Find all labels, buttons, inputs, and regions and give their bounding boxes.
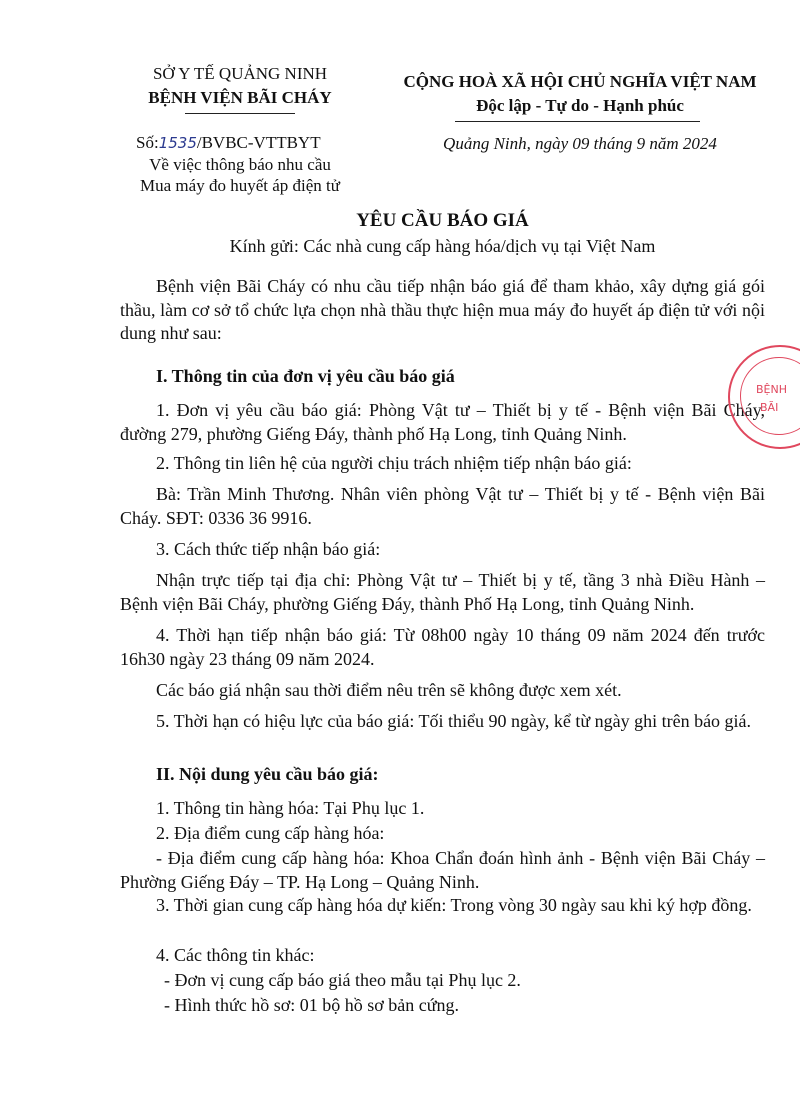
section-1-item-1: 1. Đơn vị yêu cầu báo giá: Phòng Vật tư – Thiết bị y tế - Bệnh viện Bãi Cháy, đường 279, phường Giếng Đáy, thành phố Hạ Long, tỉnh Quảng Ninh. [120,400,765,444]
section-1-item-4: 4. Thời hạn tiếp nhận báo giá: Từ 08h00 ngày 10 tháng 09 năm 2024 đến trước 16h30 ngày 23 tháng 09 năm 2024. [120,625,765,669]
section-1-heading: I. Thông tin của đơn vị yêu cầu báo giá [156,366,455,386]
place-date: Quảng Ninh, ngày 09 tháng 9 năm 2024 [443,134,717,153]
subject-line-1: Về việc thông báo nhu cầu [149,155,331,174]
section-2-item-4-b: - Hình thức hồ sơ: 01 bộ hồ sơ bản cứng. [164,995,460,1015]
section-2-item-4: 4. Các thông tin khác: [156,945,315,965]
section-2-item-4-a: - Đơn vị cung cấp báo giá theo mẫu tại Phụ lục 2. [164,970,521,990]
stamp-text-top: BỆNH [756,383,787,396]
stamp-inner-ring [740,357,800,435]
section-1-item-2-detail: Bà: Trần Minh Thương. Nhân viên phòng Vật tư – Thiết bị y tế - Bệnh viện Bãi Cháy. SĐT: 0336 36 9916. [120,484,765,528]
recipient: Kính gửi: Các nhà cung cấp hàng hóa/dịch vụ tại Việt Nam [229,236,656,256]
document-title: YÊU CẦU BÁO GIÁ [356,210,529,231]
intro-paragraph: Bệnh viện Bãi Cháy có nhu cầu tiếp nhận báo giá để tham khảo, xây dựng giá gói thầu, làm cơ sở tổ chức lựa chọn nhà thầu thực hiện mua máy đo huyết áp điện tử với nội dung như sau: [120,276,765,343]
section-1-item-3-detail: Nhận trực tiếp tại địa chỉ: Phòng Vật tư – Thiết bị y tế, tầng 3 nhà Điều Hành – Bệnh viện Bãi Cháy, phường Giếng Đáy, thành Phố Hạ Long, tỉnh Quảng Ninh. [120,570,765,614]
section-1-item-3: 3. Cách thức tiếp nhận báo giá: [156,539,381,559]
hospital-name: BỆNH VIỆN BÃI CHÁY [148,88,332,107]
header-right-underline [455,121,700,122]
section-2-item-2-detail: - Địa điểm cung cấp hàng hóa: Khoa Chẩn đoán hình ảnh - Bệnh viện Bãi Cháy – Phường Giếng Đáy – TP. Hạ Long – Quảng Ninh. [120,848,765,892]
subject-line-2: Mua máy đo huyết áp điện tử [140,176,340,195]
doc-number-suffix: /BVBC-VTTBYT [196,133,321,152]
motto: Độc lập - Tự do - Hạnh phúc [476,96,684,115]
section-2-item-1: 1. Thông tin hàng hóa: Tại Phụ lục 1. [156,798,425,818]
section-2-item-3: 3. Thời gian cung cấp hàng hóa dự kiến: Trong vòng 30 ngày sau khi ký hợp đồng. [156,895,752,915]
stamp-text-bottom: BÃI [760,401,779,414]
section-1-item-5: 5. Thời hạn có hiệu lực của báo giá: Tối thiểu 90 ngày, kể từ ngày ghi trên báo giá. [156,711,752,731]
country-name: CỘNG HOÀ XÃ HỘI CHỦ NGHĨA VIỆT NAM [403,72,757,91]
section-2-heading: II. Nội dung yêu cầu báo giá: [156,764,379,784]
section-1-item-2: 2. Thông tin liên hệ của người chịu trách nhiệm tiếp nhận báo giá: [156,453,632,473]
section-2-item-2: 2. Địa điểm cung cấp hàng hóa: [156,823,385,843]
section-1-item-4-note: Các báo giá nhận sau thời điểm nêu trên sẽ không được xem xét. [156,680,622,700]
header-left-underline [185,113,295,114]
doc-number-prefix: Số: [136,133,159,152]
agency-name: SỞ Y TẾ QUẢNG NINH [152,64,328,83]
doc-number-handwritten: 1535 [158,134,197,152]
doc-number [136,133,321,153]
